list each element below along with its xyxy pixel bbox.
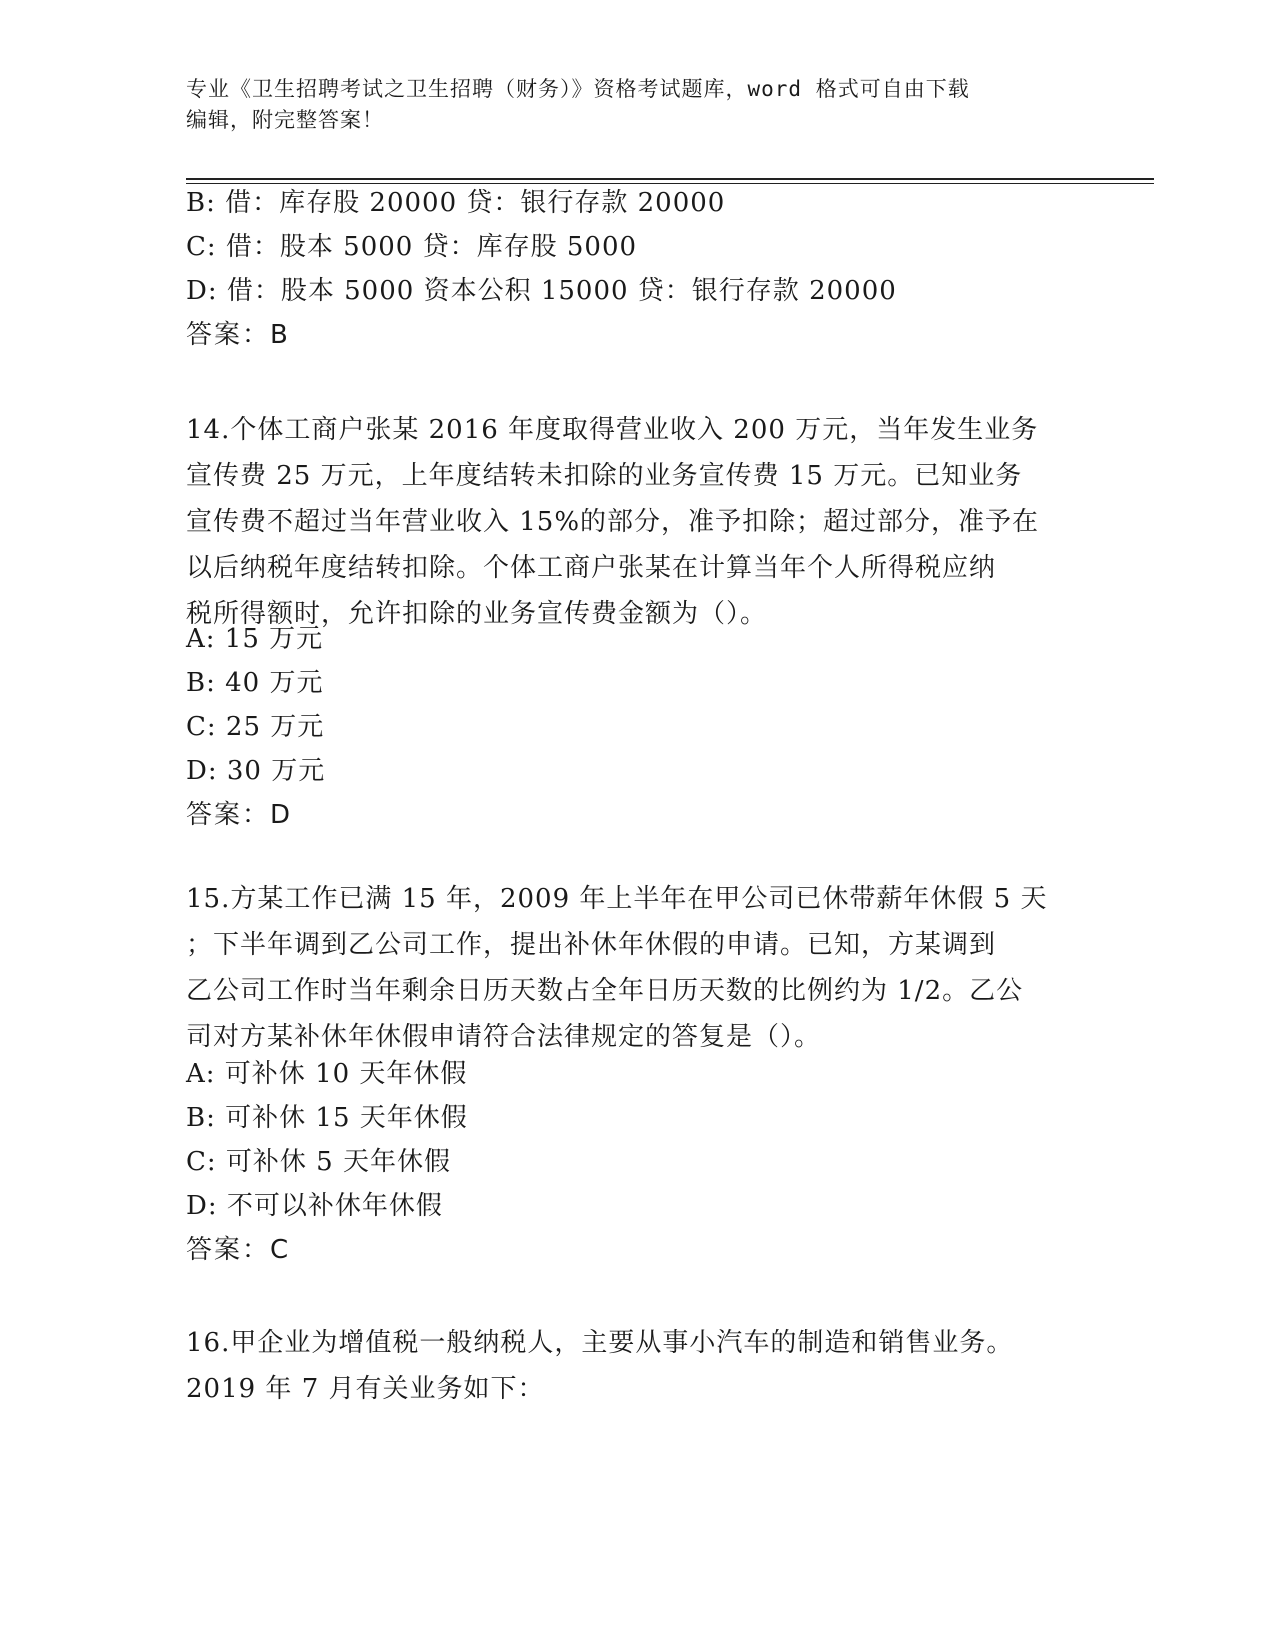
q16-stem-line: 16.甲企业为增值税一般纳税人，主要从事小汽车的制造和销售业务。: [186, 1328, 1014, 1358]
q14-option-d: D: 30 万元: [186, 756, 326, 786]
document-header: [186, 74, 1086, 136]
q15-option-a: A: 可补休 10 天年休假: [186, 1059, 468, 1089]
q15-stem-line: 乙公司工作时当年剩余日历天数占全年日历天数的比例约为 1/2。乙公: [186, 976, 1024, 1006]
q15-option-c: C: 可补休 5 天年休假: [186, 1147, 451, 1177]
q15-stem: [186, 876, 1086, 1060]
header-line-1: 专业《卫生招聘考试之卫生招聘（财务）》资格考试题库，word 格式可自由下载: [186, 77, 970, 101]
q14-stem-line: 税所得额时，允许扣除的业务宣传费金额为（）。: [186, 599, 768, 629]
q13-option-d: D: 借：股本 5000 资本公积 15000 贷：银行存款 20000: [186, 276, 897, 306]
header-divider-thin: [186, 183, 1154, 184]
header-divider-thick: [186, 178, 1154, 180]
q13-option-b: B: 借：库存股 20000 贷：银行存款 20000: [186, 188, 726, 218]
q15-stem-line: ；下半年调到乙公司工作，提出补休年休假的申请。已知，方某调到: [186, 930, 997, 960]
q14-option-c: C: 25 万元: [186, 712, 325, 742]
q13-option-c: C: 借：股本 5000 贷：库存股 5000: [186, 232, 638, 262]
q14-stem-line: 14.个体工商户张某 2016 年度取得营业收入 200 万元，当年发生业务: [186, 415, 1039, 445]
q15-option-b: B: 可补休 15 天年休假: [186, 1103, 468, 1133]
q13-answer: 答案：B: [186, 320, 290, 350]
q14-stem-line: 宣传费 25 万元，上年度结转未扣除的业务宣传费 15 万元。已知业务: [186, 461, 1023, 491]
q14-stem-line: 宣传费不超过当年营业收入 15%的部分，准予扣除；超过部分，准予在: [186, 507, 1040, 537]
q15-option-d: D: 不可以补休年休假: [186, 1191, 443, 1221]
q14-answer: 答案：D: [186, 800, 293, 830]
header-line-2: 编辑，附完整答案！: [186, 108, 384, 132]
q16-stem: [186, 1320, 1086, 1412]
q14-stem: [186, 407, 1086, 637]
q16-stem-line: 2019 年 7 月有关业务如下：: [186, 1374, 545, 1404]
q14-option-a: A: 15 万元: [186, 624, 324, 654]
q15-stem-line: 15.方某工作已满 15 年，2009 年上半年在甲公司已休带薪年休假 5 天: [186, 884, 1048, 914]
q14-stem-line: 以后纳税年度结转扣除。个体工商户张某在计算当年个人所得税应纳: [186, 553, 997, 583]
q15-answer: 答案：C: [186, 1235, 291, 1265]
q14-option-b: B: 40 万元: [186, 668, 324, 698]
q15-stem-line: 司对方某补休年休假申请符合法律规定的答复是（）。: [186, 1022, 822, 1052]
